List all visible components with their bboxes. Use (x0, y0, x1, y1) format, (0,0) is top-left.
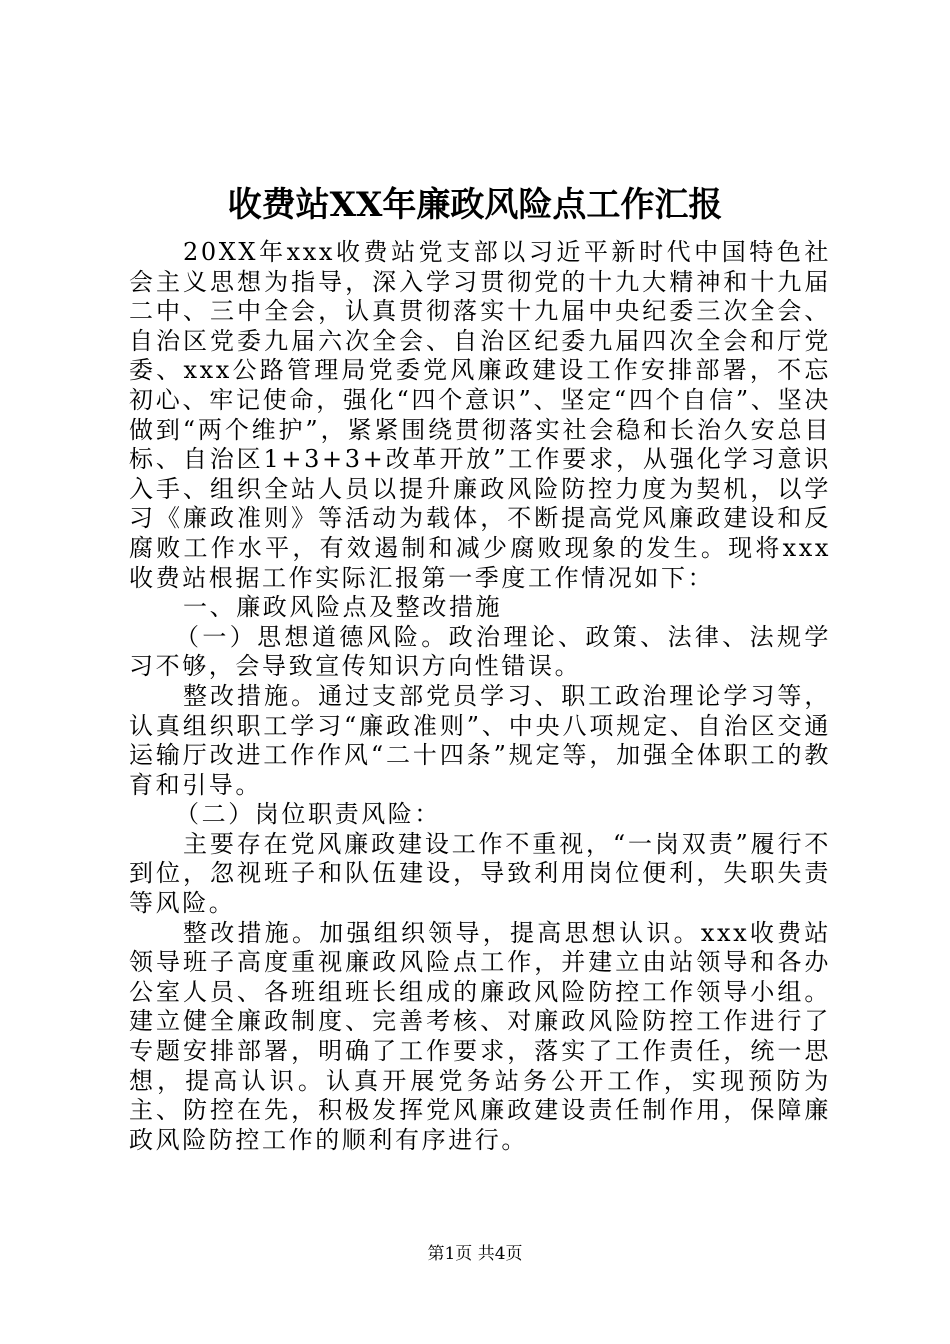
subsection-1-paragraph: （一）思想道德风险。政治理论、政策、法律、法规学习不够，会导致宣传知识方向性错误。 (129, 622, 831, 681)
risk-2-paragraph: 主要存在党风廉政建设工作不重视，“一岗双责”履行不到位，忽视班子和队伍建设，导致利用岗位便利，失职失责等风险。 (129, 829, 831, 918)
measures-1-paragraph: 整改措施。通过支部党员学习、职工政治理论学习等，认真组织职工学习“廉政准则”、中央八项规定、自治区交通运输厅改进工作作风“二十四条”规定等，加强全体职工的教育和引导。 (129, 681, 831, 799)
section-heading: 一、廉政风险点及整改措施 (183, 593, 503, 622)
page-footer: 第1页 共4页 (427, 1244, 523, 1264)
measures-2-paragraph: 整改措施。加强组织领导，提高思想认识。xxx收费站领导班子高度重视廉政风险点工作，并建立由站领导和各办公室人员、各班组班长组成的廉政风险防控工作领导小组。建立健全廉政制度、完善考核、对廉政风险防控工作进行了专题安排部署，明确了工作要求，落实了工作责任，统一思想，提高认识。认真开展党务站务公开工作，实现预防为主、防控在先，积极发挥党风廉政建设责任制作用，保障廉政风险防控工作的顺利有序进行。 (129, 918, 831, 1154)
document-title: 收费站XX年廉政风险点工作汇报 (227, 185, 723, 225)
document-body (129, 238, 831, 1155)
subsection-2-heading: （二）岗位职责风险： (175, 800, 441, 829)
intro-paragraph: 20XX年xxx收费站党支部以习近平新时代中国特色社会主义思想为指导，深入学习贯彻党的十九大精神和十九届二中、三中全会，认真贯彻落实十九届中央纪委三次全会、自治区党委九届六次全会、自治区纪委九届四次全会和厅党委、xxx公路管理局党委党风廉政建设工作安排部署，不忘初心、牢记使命，强化“四个意识”、坚定“四个自信”、坚决做到“两个维护”，紧紧围绕贯彻落实社会稳和长治久安总目标、自治区1+3+3+改革开放”工作要求，从强化学习意识入手、组织全站人员以提升廉政风险防控力度为契机，以学习《廉政准则》等活动为载体，不断提高党风廉政建设和反腐败工作水平，有效遏制和减少腐败现象的发生。现将xxx收费站根据工作实际汇报第一季度工作情况如下： (129, 238, 831, 592)
